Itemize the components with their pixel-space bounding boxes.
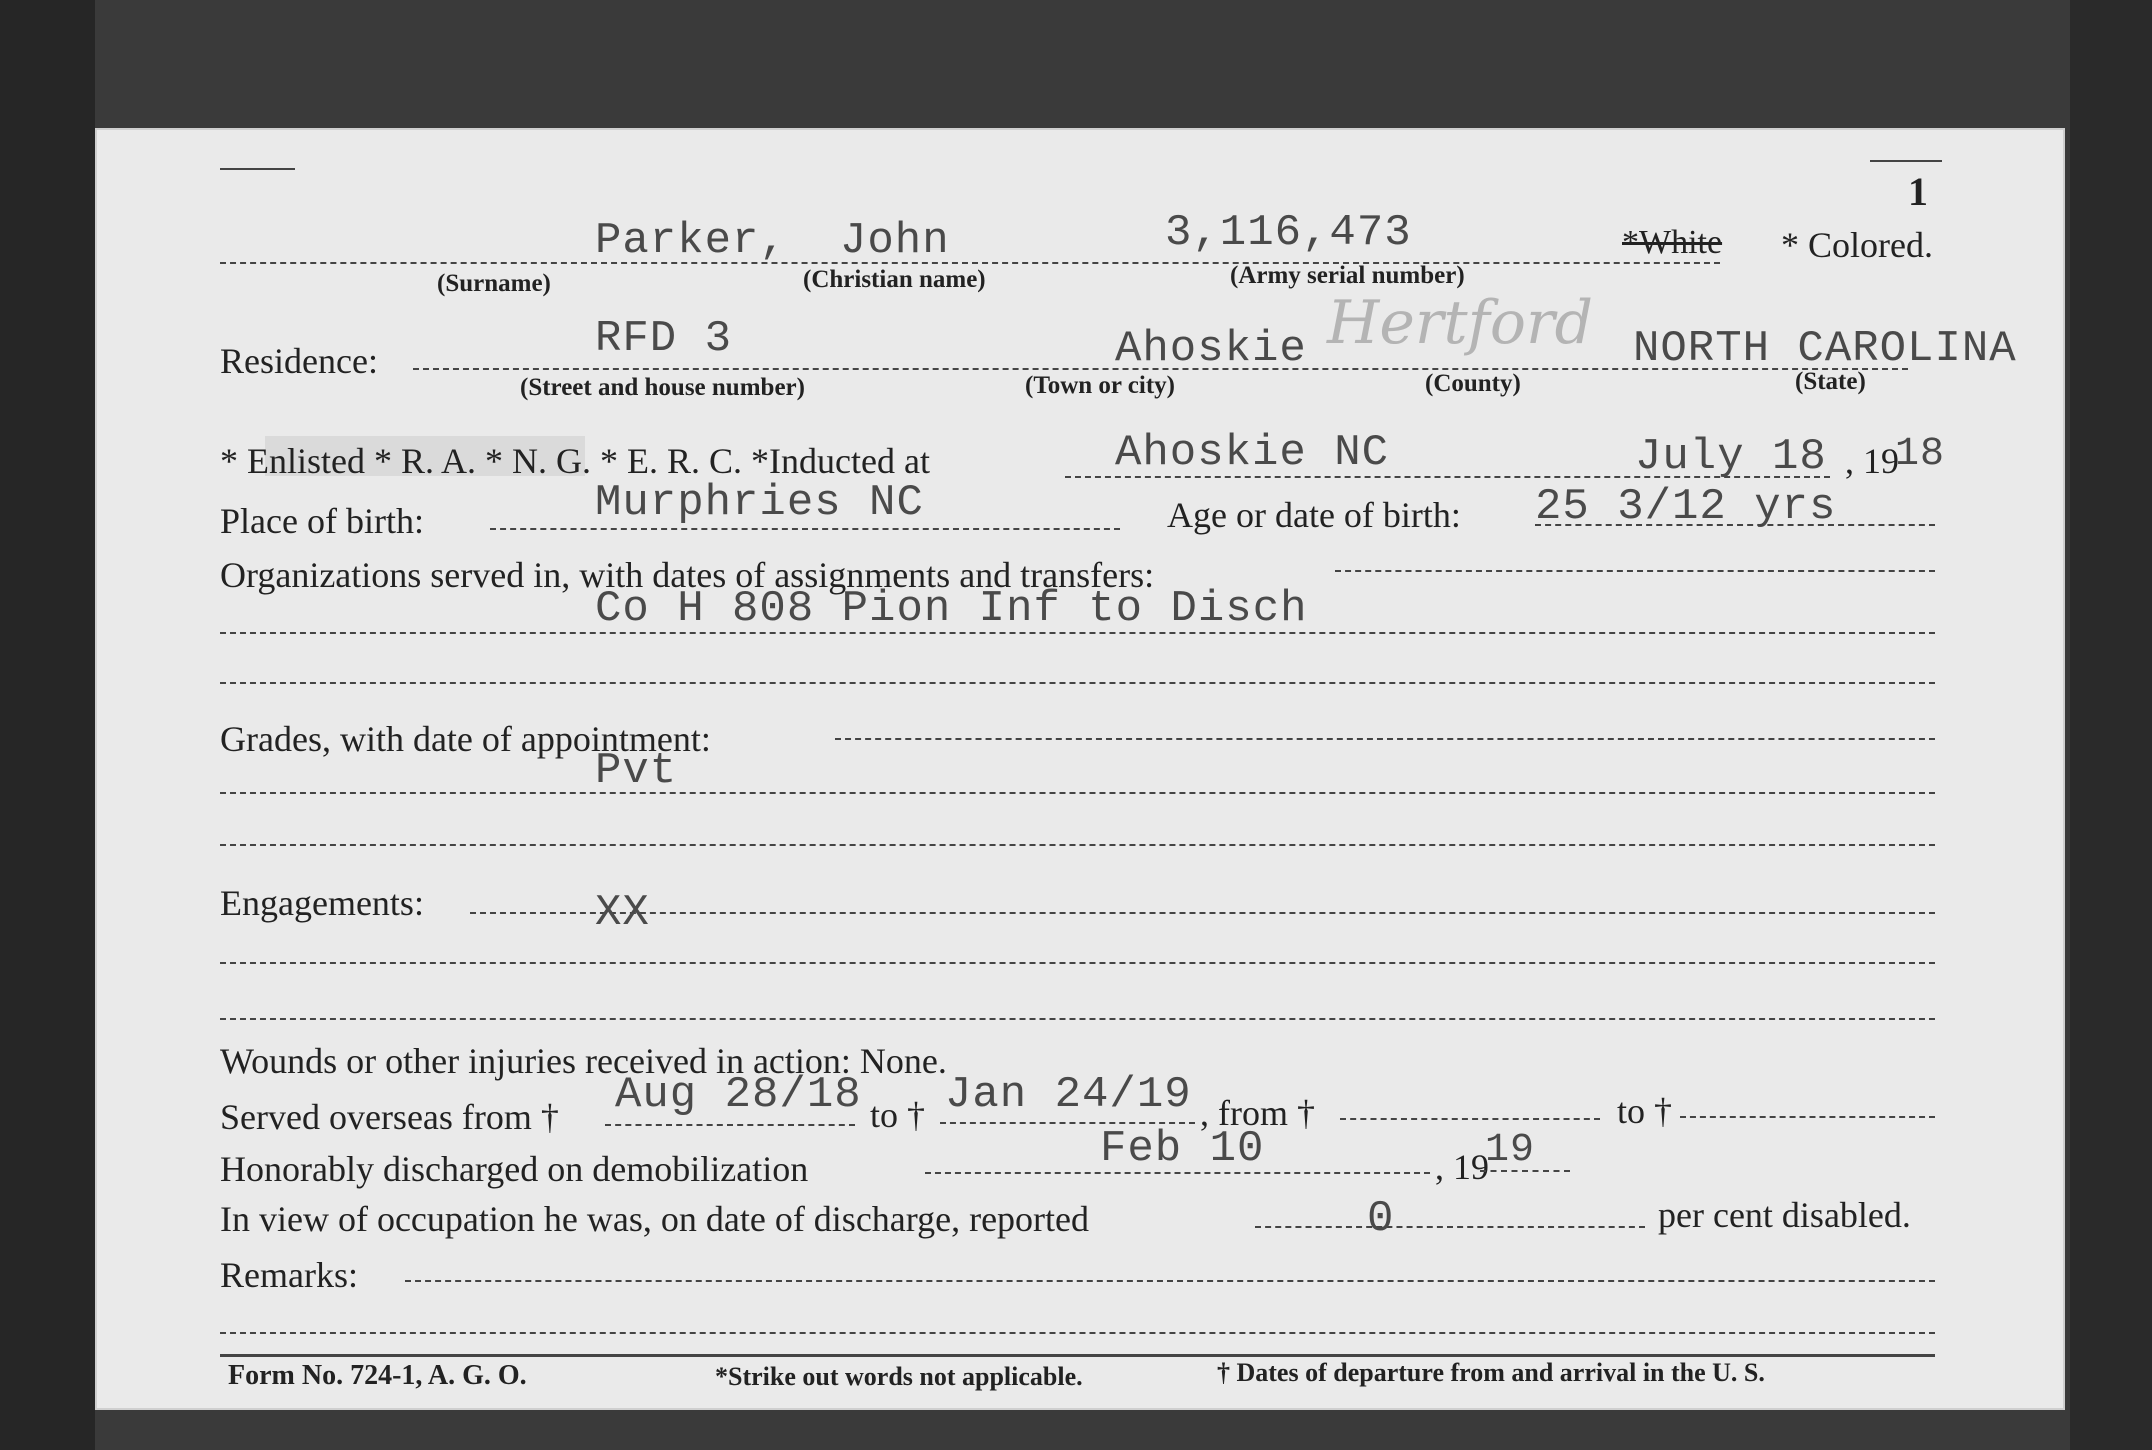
scan-border-right <box>2070 0 2152 1450</box>
residence-label: Residence: <box>220 341 378 381</box>
residence-line <box>413 368 1908 370</box>
disability-suffix: per cent disabled. <box>1658 1195 1911 1235</box>
christian-name-caption: (Christian name) <box>803 266 986 293</box>
overseas-to-value: Jan 24/19 <box>945 1070 1192 1120</box>
serial-number-value: 3,116,473 <box>1165 208 1412 258</box>
grades-line-1 <box>220 792 1935 794</box>
organizations-label: Organizations served in, with dates of assignments and transfers: <box>220 555 1155 595</box>
town-value: Ahoskie <box>1115 324 1307 374</box>
remarks-line-1 <box>405 1280 1935 1282</box>
overseas-from-value: Aug 28/18 <box>615 1070 862 1120</box>
town-caption: (Town or city) <box>1025 372 1175 399</box>
overseas-from2-label: , from † <box>1200 1093 1315 1133</box>
county-caption: (County) <box>1425 370 1521 397</box>
disability-line <box>1255 1226 1645 1228</box>
card-number: 1 <box>1908 169 1928 214</box>
overseas-to2-label: to † <box>1617 1091 1673 1131</box>
organizations-line-2 <box>220 682 1935 684</box>
age-label: Age or date of birth: <box>1167 495 1461 535</box>
organizations-value: Co H 808 Pion Inf to Disch <box>595 584 1308 634</box>
overseas-to2-line <box>1680 1116 1935 1118</box>
overseas-label: Served overseas from † <box>220 1097 559 1137</box>
age-value: 25 3/12 yrs <box>1535 482 1837 532</box>
christian-name-value: John <box>840 216 950 266</box>
engagements-line-0 <box>470 912 1935 914</box>
row1-line <box>220 262 1720 264</box>
footer-rule <box>220 1354 1935 1357</box>
organizations-line-0 <box>1335 570 1935 572</box>
grades-line-0 <box>835 738 1935 740</box>
enlist-line <box>1065 476 1830 478</box>
age-line <box>1535 524 1935 526</box>
birth-place-line <box>490 528 1120 530</box>
state-value: NORTH CAROLINA <box>1633 324 2017 374</box>
grades-label: Grades, with date of appointment: <box>220 719 711 759</box>
engagements-line-2 <box>220 1018 1935 1020</box>
serial-number-caption: (Army serial number) <box>1230 262 1465 289</box>
surname-value: Parker, <box>595 216 787 266</box>
footer-note-dates: † Dates of departure from and arrival in the U. S. <box>1217 1358 1765 1387</box>
grades-line-2 <box>220 844 1935 846</box>
overseas-from-line <box>605 1124 855 1126</box>
race-colored: * Colored. <box>1781 225 1933 265</box>
discharge-year-line <box>1480 1170 1570 1172</box>
engagements-line-1 <box>220 962 1935 964</box>
engagements-value: XX <box>595 888 650 938</box>
birth-place-label: Place of birth: <box>220 501 424 541</box>
engagements-label: Engagements: <box>220 883 424 923</box>
disability-value: 0 <box>1367 1194 1395 1244</box>
footer-note-strike: *Strike out words not applicable. <box>715 1362 1083 1391</box>
grades-value: Pvt <box>595 746 678 796</box>
disability-label: In view of occupation he was, on date of discharge, reported <box>220 1199 1090 1239</box>
top-left-rule <box>220 168 295 170</box>
inducted-date-value: July 18 <box>1635 432 1827 482</box>
enlist-year-prefix: , 19 <box>1845 441 1899 481</box>
wounds-label: Wounds or other injuries received in action: None. <box>220 1041 947 1081</box>
remarks-label: Remarks: <box>220 1255 358 1295</box>
discharge-line <box>925 1172 1430 1174</box>
birth-place-value: Murphries NC <box>595 478 924 528</box>
race-white-struck: *White <box>1622 224 1723 261</box>
overseas-from2-line <box>1340 1118 1600 1120</box>
service-record-card <box>95 128 2065 1410</box>
street-caption: (Street and house number) <box>520 374 805 401</box>
form-number: Form No. 724-1, A. G. O. <box>228 1360 527 1391</box>
scan-border-left <box>0 0 95 1450</box>
surname-caption: (Surname) <box>437 270 551 297</box>
inducted-place-value: Ahoskie NC <box>1115 428 1390 478</box>
top-right-rule <box>1870 160 1942 162</box>
organizations-line-1 <box>220 632 1935 634</box>
overseas-to-label: to † <box>870 1095 926 1135</box>
discharge-label: Honorably discharged on demobilization <box>220 1149 809 1189</box>
county-handwritten: Hertford <box>1327 288 1594 358</box>
discharge-date-value: Feb 10 <box>1100 1124 1265 1174</box>
enlist-label: * Enlisted * R. A. * N. G. * E. R. C. *Inducted at <box>220 441 930 481</box>
enlist-year-value: 18 <box>1895 432 1946 477</box>
discharge-year-prefix: , 19 <box>1435 1147 1489 1187</box>
remarks-line-2 <box>220 1332 1935 1334</box>
street-value: RFD 3 <box>595 314 733 364</box>
state-caption: (State) <box>1795 368 1866 395</box>
discharge-year-value: 19 <box>1485 1128 1536 1173</box>
